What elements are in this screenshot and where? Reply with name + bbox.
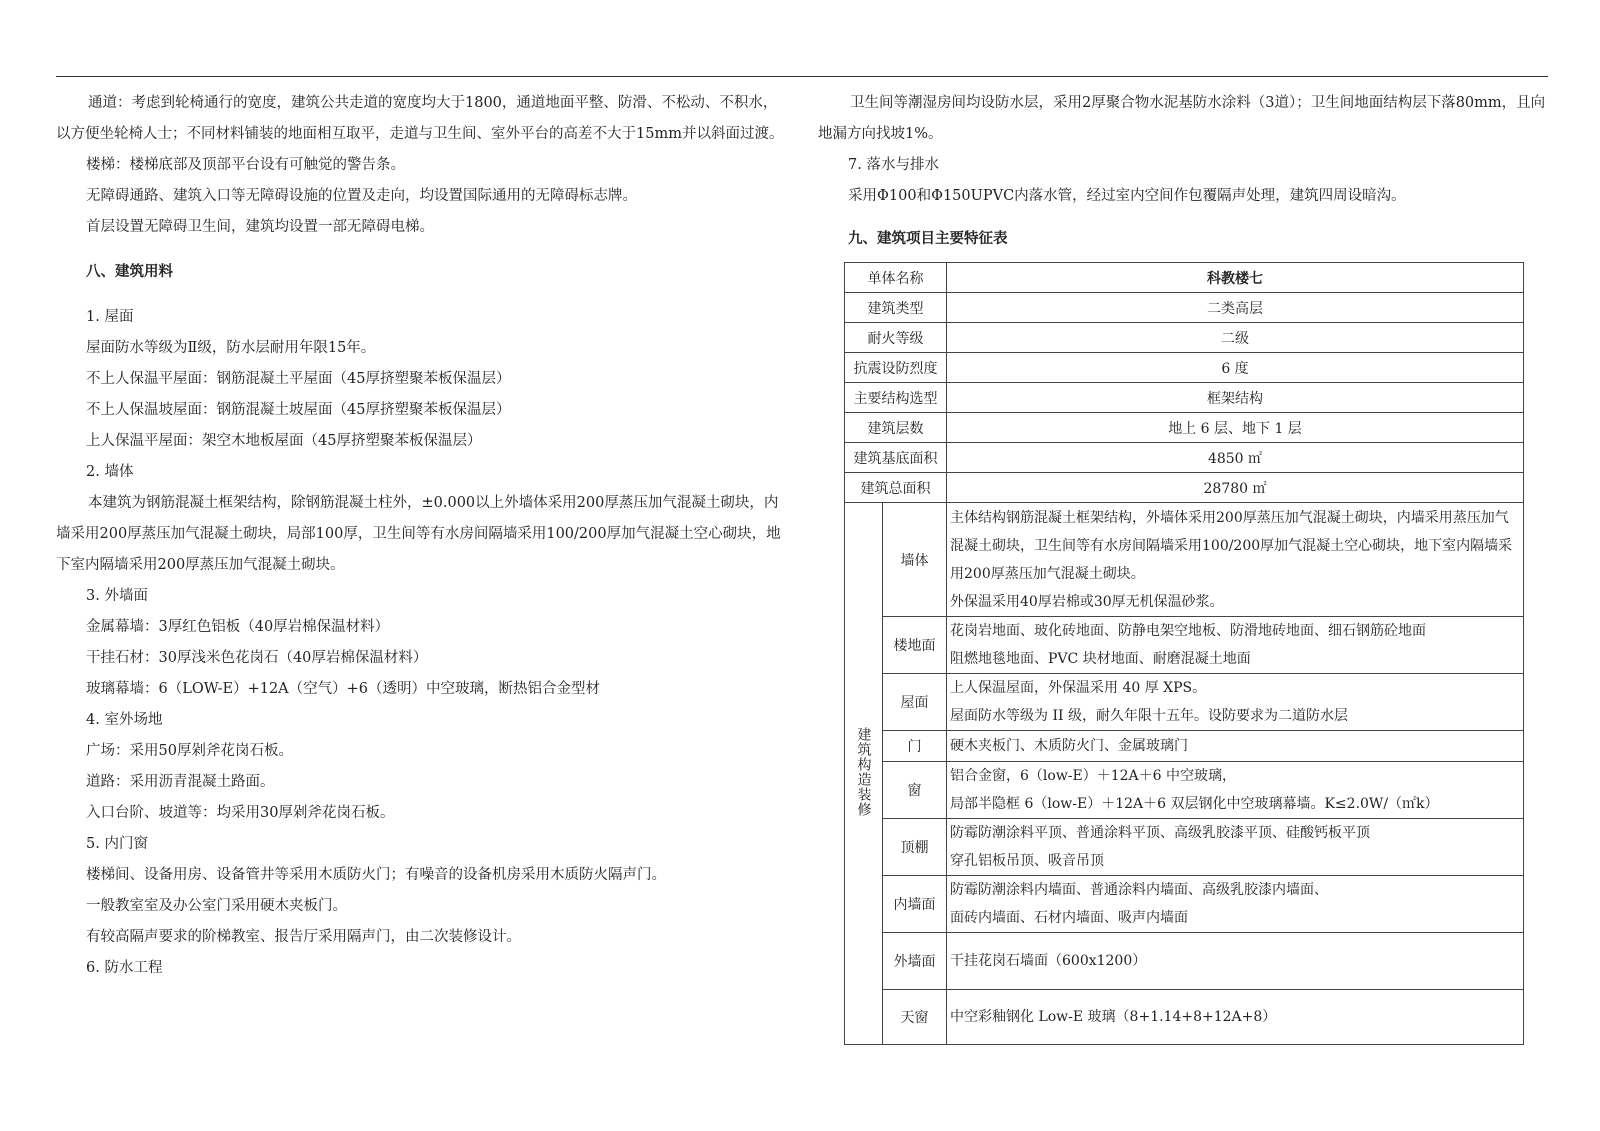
top-rule [56, 76, 1548, 77]
table-row [845, 762, 1524, 819]
sub-value [947, 876, 1524, 933]
sub-value-line: 面砖内墙面、石材内墙面、吸声内墙面 [950, 910, 1188, 926]
sub-value-line: 上人保温屋面，外保温采用 40 厚 XPS。 [950, 680, 1207, 696]
right-column [818, 88, 1550, 261]
roof-line-4: 上人保温平屋面：架空木地板屋面（45厚挤塑聚苯板保温层） [86, 433, 482, 449]
table-row [845, 263, 1524, 293]
sub-label: 门 [883, 731, 947, 762]
facade-line-3: 玻璃幕墙：6（LOW-E）+12A（空气）+6（透明）中空玻璃，断热铝合金型材 [86, 681, 601, 697]
row-value: 二类高层 [947, 293, 1524, 323]
sub-value-line: 中空彩釉钢化 Low-E 玻璃（8+1.14+8+12A+8） [950, 1009, 1277, 1025]
sub-value [947, 674, 1524, 731]
sub-value [947, 819, 1524, 876]
site-line-3: 入口台阶、坡道等：均采用30厚剁斧花岗石板。 [86, 805, 395, 821]
row-label: 建筑层数 [845, 413, 947, 443]
subsection-title-drainage: 7. 落水与排水 [848, 157, 939, 173]
sub-value-line: 主体结构钢筋混凝土框架结构，外墙体采用200厚蒸压加气混凝土砌块，内墙采用蒸压加气混凝土砌块，卫生间等有水房间隔墙采用100/200厚加气混凝土空心砌块，地下室内隔墙采用200厚蒸压加气混凝土砌块。 [950, 509, 1513, 582]
site-line-2: 道路：采用沥青混凝土路面。 [86, 774, 275, 790]
sub-label: 天窗 [883, 990, 947, 1045]
sub-label: 外墙面 [883, 933, 947, 990]
table-row [845, 876, 1524, 933]
sub-label: 屋面 [883, 674, 947, 731]
subsection-title-doors: 5. 内门窗 [86, 836, 148, 852]
sub-value-line: 干挂花岗石墙面（600x1200） [950, 953, 1147, 969]
row-label: 单体名称 [845, 263, 947, 293]
subsection-title-site: 4. 室外场地 [86, 712, 163, 728]
sub-value-line: 铝合金窗，6（low-E）＋12A＋6 中空玻璃， [950, 768, 1237, 784]
table-row [845, 990, 1524, 1045]
sub-value [947, 617, 1524, 674]
table-row [845, 617, 1524, 674]
row-value: 地上 6 层、地下 1 层 [947, 413, 1524, 443]
row-value: 4850 ㎡ [947, 443, 1524, 473]
table-row [845, 473, 1524, 503]
sub-value [947, 990, 1524, 1045]
table-row [845, 443, 1524, 473]
section-heading-materials: 八、建筑用料 [86, 264, 173, 280]
sub-value [947, 503, 1524, 617]
para-signage: 无障碍通路、建筑入口等无障碍设施的位置及走向，均设置国际通用的无障碍标志牌。 [86, 188, 637, 204]
subsection-title-facade: 3. 外墙面 [86, 588, 148, 604]
table-row [845, 674, 1524, 731]
drainage-line-1: 采用Φ100和Φ150UPVC内落水管，经过室内空间作包覆隔声处理，建筑四周设暗沟。 [848, 188, 1406, 204]
sub-value-line: 防霉防潮涂料内墙面、普通涂料内墙面、高级乳胶漆内墙面、 [950, 882, 1328, 898]
sub-label: 顶棚 [883, 819, 947, 876]
para-passage: 通道：考虑到轮椅通行的宽度，建筑公共走道的宽度均大于1800，通道地面平整、防滑、不松动、不积水，以方便坐轮椅人士；不同材料铺装的地面相互取平，走道与卫生间、室外平台的高差不大于15mm并以斜面过渡。 [56, 95, 784, 142]
row-label: 建筑总面积 [845, 473, 947, 503]
table-row [845, 293, 1524, 323]
sub-label: 墙体 [883, 503, 947, 617]
doors-line-3: 有较高隔声要求的阶梯教室、报告厅采用隔声门，由二次装修设计。 [86, 929, 521, 945]
sub-value [947, 731, 1524, 762]
sub-value-line: 穿孔铝板吊顶、吸音吊顶 [950, 853, 1104, 869]
para-stairs: 楼梯：楼梯底部及顶部平台设有可触觉的警告条。 [86, 157, 405, 173]
roof-line-3: 不上人保温坡屋面：钢筋混凝土坡屋面（45厚挤塑聚苯板保温层） [86, 402, 511, 418]
section-heading-features: 九、建筑项目主要特征表 [848, 231, 1008, 247]
table-row [845, 731, 1524, 762]
subsection-title-waterproof: 6. 防水工程 [86, 960, 163, 976]
facade-line-2: 干挂石材：30厚浅米色花岗石（40厚岩棉保温材料） [86, 650, 428, 666]
row-label: 耐火等级 [845, 323, 947, 353]
table-row [845, 383, 1524, 413]
sub-value [947, 762, 1524, 819]
waterproof-para: 卫生间等潮湿房间均设防水层，采用2厚聚合物水泥基防水涂料（3道）；卫生间地面结构层下落80mm，且向地漏方向找坡1%。 [818, 95, 1546, 142]
row-label: 建筑基底面积 [845, 443, 947, 473]
sub-label: 内墙面 [883, 876, 947, 933]
table-row [845, 413, 1524, 443]
table-row [845, 819, 1524, 876]
row-value: 二级 [947, 323, 1524, 353]
para-toilet-elevator: 首层设置无障碍卫生间，建筑均设置一部无障碍电梯。 [86, 219, 434, 235]
table-row [845, 933, 1524, 990]
row-value: 框架结构 [947, 383, 1524, 413]
sub-value-line: 防霉防潮涂料平顶、普通涂料平顶、高级乳胶漆平顶、硅酸钙板平顶 [950, 825, 1370, 841]
row-label: 建筑类型 [845, 293, 947, 323]
sub-value [947, 933, 1524, 990]
row-label: 抗震设防烈度 [845, 353, 947, 383]
group-label-construction: 建筑构造装修 [845, 503, 883, 1045]
table-row [845, 503, 1524, 617]
roof-line-1: 屋面防水等级为Ⅱ级，防水层耐用年限15年。 [86, 340, 376, 356]
sub-value-line: 局部半隐框 6（low-E）＋12A＋6 双层钢化中空玻璃幕墙。K≤2.0W/（㎡k） [950, 796, 1439, 812]
row-label: 主要结构选型 [845, 383, 947, 413]
wall-para: 本建筑为钢筋混凝土框架结构，除钢筋混凝土柱外，±0.000以上外墙体采用200厚蒸压加气混凝土砌块，内墙采用200厚蒸压加气混凝土砌块，局部100厚，卫生间等有水房间隔墙采用100/200厚加气混凝土空心砌块，地下室内隔墙采用200厚蒸压加气混凝土砌块。 [56, 495, 781, 573]
table-row [845, 353, 1524, 383]
sub-value-line: 花岗岩地面、玻化砖地面、防静电架空地板、防滑地砖地面、细石钢筋砼地面 [950, 623, 1426, 639]
sub-value-line: 屋面防水等级为 II 级，耐久年限十五年。设防要求为二道防水层 [950, 708, 1348, 724]
sub-value-line: 硬木夹板门、木质防火门、金属玻璃门 [950, 738, 1188, 754]
left-column [56, 88, 788, 984]
doors-line-1: 楼梯间、设备用房、设备管井等采用木质防火门；有噪音的设备机房采用木质防火隔声门。 [86, 867, 666, 883]
sub-value-line: 外保温采用40厚岩棉或30厚无机保温砂浆。 [950, 593, 1224, 610]
row-value: 28780 ㎡ [947, 473, 1524, 503]
feature-table [844, 262, 1524, 1045]
subsection-title-wall: 2. 墙体 [86, 464, 134, 480]
row-value: 科教楼七 [947, 263, 1524, 293]
doors-line-2: 一般教室室及办公室门采用硬木夹板门。 [86, 898, 347, 914]
sub-label: 楼地面 [883, 617, 947, 674]
subsection-title-roof: 1. 屋面 [86, 309, 134, 325]
sub-label: 窗 [883, 762, 947, 819]
sub-value-line: 阻燃地毯地面、PVC 块材地面、耐磨混凝土地面 [950, 651, 1251, 667]
roof-line-2: 不上人保温平屋面：钢筋混凝土平屋面（45厚挤塑聚苯板保温层） [86, 371, 511, 387]
row-value: 6 度 [947, 353, 1524, 383]
site-line-1: 广场：采用50厚剁斧花岗石板。 [86, 743, 293, 759]
table-row [845, 323, 1524, 353]
facade-line-1: 金属幕墙：3厚红色铝板（40厚岩棉保温材料） [86, 619, 390, 635]
